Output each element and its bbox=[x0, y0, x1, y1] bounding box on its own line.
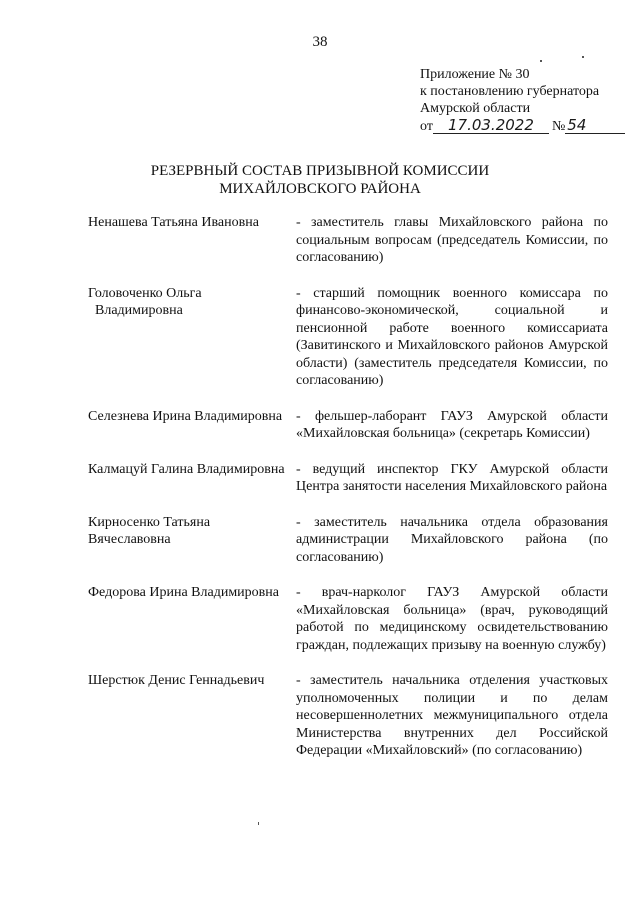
title-line-1: РЕЗЕРВНЫЙ СОСТАВ ПРИЗЫВНОЙ КОМИССИИ bbox=[150, 163, 490, 179]
handwritten-date: 17.03.2022 bbox=[433, 117, 549, 134]
member-entry bbox=[88, 285, 608, 390]
member-role: - старший помощник военного комиссара по финансово-экономической, социальной и пенсионной работе военного комиссариата (Завитинского и Михайловского районов Амурской области) (заместитель председателя Комиссии, по согласованию) bbox=[296, 285, 608, 388]
member-name bbox=[88, 514, 296, 567]
date-prefix: от bbox=[420, 119, 433, 134]
member-name bbox=[88, 285, 296, 390]
member-role: - врач-нарколог ГАУЗ Амурской области «Михайловская больница» (врач, руководящий работой по медицинскому освидетельствованию граждан, подлежащих призыву на военную службу) bbox=[296, 585, 608, 653]
member-name-line: Ненашева Татьяна Ивановна bbox=[88, 215, 259, 230]
member-entry bbox=[88, 514, 608, 567]
scan-dot bbox=[258, 822, 259, 825]
member-name-line: Калмацуй Галина Владимировна bbox=[88, 461, 285, 477]
appendix-line-1: Приложение № 30 bbox=[420, 67, 530, 82]
member-name-line: Селезнева Ирина Владимировна bbox=[88, 408, 283, 424]
member-name bbox=[88, 584, 296, 654]
scan-dot bbox=[582, 56, 584, 58]
page-number: 38 bbox=[312, 34, 328, 50]
member-role: - фельшер-лаборант ГАУЗ Амурской области «Михайловская больница» (секретарь Комиссии) bbox=[296, 408, 608, 441]
number-sign: № bbox=[551, 119, 566, 134]
member-name bbox=[88, 461, 296, 496]
member-role: - заместитель начальника отдела образования администрации Михайловского района (по согласованию) bbox=[296, 514, 608, 565]
title-line-2: МИХАЙЛОВСКОГО РАЙОНА bbox=[219, 181, 421, 197]
member-name-line: Шерстюк Денис Геннадьевич bbox=[88, 673, 265, 688]
appendix-line-2: к постановлению губернатора bbox=[420, 84, 600, 99]
member-entry bbox=[88, 584, 608, 654]
members-list bbox=[88, 214, 608, 760]
document-title bbox=[0, 162, 640, 198]
member-role: - заместитель начальника отделения участковых уполномоченных полиции и по делам несовершеннолетних межмуниципального отдела Министерства внутренних дел Российской Федерации «Михайловский» (по согласованию) bbox=[296, 673, 608, 758]
member-name bbox=[88, 214, 296, 267]
member-entry bbox=[88, 408, 608, 443]
member-name-line: Головоченко Ольга bbox=[88, 285, 202, 301]
scan-dot bbox=[540, 60, 542, 62]
member-name bbox=[88, 672, 296, 760]
member-name-line: Вячеславовна bbox=[88, 532, 171, 547]
appendix-header bbox=[420, 66, 625, 135]
member-name-line: Владимировна bbox=[95, 303, 183, 318]
appendix-line-3: Амурской области bbox=[420, 101, 531, 116]
member-name-line: Федорова Ирина Владимировна bbox=[88, 585, 279, 600]
member-entry bbox=[88, 461, 608, 496]
member-role: - заместитель главы Михайловского района по социальным вопросам (председатель Комиссии, по согласованию) bbox=[296, 215, 608, 265]
appendix-date-row bbox=[420, 117, 625, 135]
member-name bbox=[88, 408, 296, 443]
handwritten-number: 54 bbox=[565, 117, 625, 134]
member-entry bbox=[88, 672, 608, 760]
member-entry bbox=[88, 214, 608, 267]
member-name-line: Кирносенко Татьяна bbox=[88, 514, 211, 530]
member-role: - ведущий инспектор ГКУ Амурской области Центра занятости населения Михайловского района bbox=[296, 461, 608, 494]
